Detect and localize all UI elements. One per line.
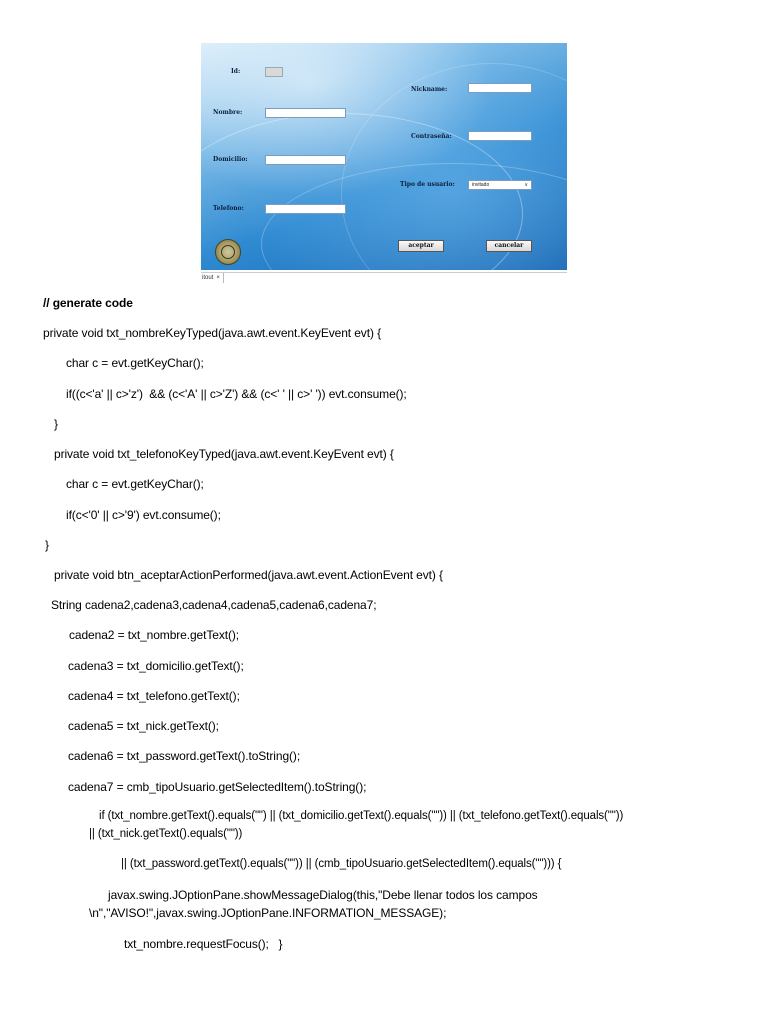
code-line: cadena6 = txt_password.getText().toString();	[68, 749, 301, 763]
university-seal-logo	[215, 239, 241, 265]
code-line: private void btn_aceptarActionPerformed(java.awt.event.ActionEvent evt) {	[54, 568, 443, 582]
code-line: cadena2 = txt_nombre.getText();	[69, 628, 239, 642]
code-line: \n","AVISO!",javax.swing.JOptionPane.INFORMATION_MESSAGE);	[89, 906, 447, 920]
code-line: cadena7 = cmb_tipoUsuario.getSelectedItem().toString();	[68, 780, 367, 794]
code-line: if (txt_nombre.getText().equals("") || (txt_domicilio.getText().equals("")) || (txt_telefono.getText().equals(""))	[99, 810, 624, 822]
chevron-down-icon: ∨	[524, 182, 528, 188]
contrasena-field[interactable]	[468, 131, 532, 141]
tipo-usuario-value: invitado	[472, 182, 490, 188]
nickname-label: Nickname:	[411, 86, 448, 93]
tipo-usuario-select[interactable]	[468, 180, 532, 190]
code-line: || (txt_nick.getText().equals(""))	[89, 828, 243, 840]
code-line: cadena4 = txt_telefono.getText();	[68, 689, 240, 703]
code-line: txt_nombre.requestFocus(); }	[124, 937, 283, 951]
nombre-label: Nombre:	[213, 109, 243, 116]
editor-tab-bar	[201, 272, 567, 283]
telefono-field[interactable]	[265, 204, 346, 214]
domicilio-label: Domicilio:	[213, 156, 248, 163]
code-line: private void txt_telefonoKeyTyped(java.awt.event.KeyEvent evt) {	[54, 447, 394, 461]
domicilio-field[interactable]	[265, 155, 346, 165]
code-line: char c = evt.getKeyChar();	[66, 356, 204, 370]
editor-tab-label: itout	[202, 275, 214, 281]
form-screenshot	[201, 43, 567, 283]
background-swirl	[341, 63, 567, 283]
nombre-field[interactable]	[265, 108, 346, 118]
nickname-field[interactable]	[468, 83, 532, 93]
code-line: }	[45, 538, 49, 552]
code-line: String cadena2,cadena3,cadena4,cadena5,cadena6,cadena7;	[51, 598, 377, 612]
id-field	[265, 67, 283, 77]
code-comment: // generate code	[43, 296, 133, 310]
code-line: cadena3 = txt_domicilio.getText();	[68, 659, 244, 673]
code-line: cadena5 = txt_nick.getText();	[68, 719, 219, 733]
code-line: }	[54, 417, 58, 431]
cancelar-button[interactable]: cancelar	[486, 240, 532, 252]
code-line: || (txt_password.getText().equals("")) || (cmb_tipoUsuario.getSelectedItem().equals(""))) {	[121, 858, 562, 870]
contrasena-label: Contraseña:	[411, 133, 452, 140]
editor-tab[interactable]	[201, 273, 224, 283]
telefono-label: Telefono:	[213, 205, 244, 212]
code-line: if(c<'0' || c>'9') evt.consume();	[66, 508, 221, 522]
tipo-usuario-label: Tipo de usuario:	[400, 181, 455, 188]
aceptar-button[interactable]: aceptar	[398, 240, 444, 252]
code-line: javax.swing.JOptionPane.showMessageDialog(this,"Debe llenar todos los campos	[108, 888, 538, 902]
form-background	[201, 43, 567, 270]
close-icon[interactable]: ×	[216, 275, 220, 281]
code-line: if((c<'a' || c>'z') && (c<'A' || c>'Z') && (c<' ' || c>' ')) evt.consume();	[66, 387, 407, 401]
code-line: char c = evt.getKeyChar();	[66, 477, 204, 491]
code-line: private void txt_nombreKeyTyped(java.awt.event.KeyEvent evt) {	[43, 326, 381, 340]
id-label: Id:	[231, 68, 241, 75]
